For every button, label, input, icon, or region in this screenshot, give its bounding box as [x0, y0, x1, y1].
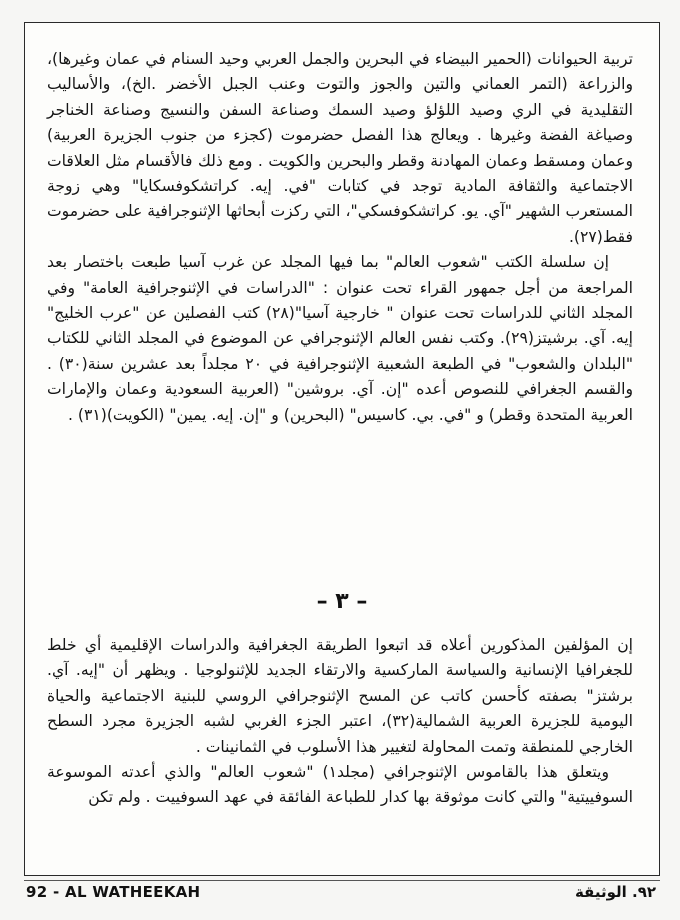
- page-frame: [24, 22, 660, 876]
- paragraph-1: تربية الحيوانات (الحمير البيضاء في البحرين والجمل العربي وحيد السنام في عمان وغيرها)، والزراعة (التمر العماني والتين والجوز والتوت وعنب الجبل الأخضر .الخ)، والأساليب التقليدية في الري وصيد اللؤلؤ وصيد السمك وصناعة السفن والنسيج وصناعة الخناجر وصياغة الفضة وغيرها . ويعالج هذا الفصل حضرموت (كجزء من جنوب الجزيرة العربية) وعمان ومسقط وعمان المهادنة وقطر والبحرين والكويت . ومع ذلك فالأقسام مثل العلاقات الاجتماعية والثقافة المادية توجد في كتابات "في. إيه. كراتشكوفسكايا" وهي زوجة المستعرب الشهير "آي. يو. كراتشكوفسكي"، التي ركزت أبحاثها الإثنوجرافية على حضرموت فقط(٢٧).: [47, 50, 633, 246]
- paragraph-4: ويتعلق هذا بالقاموس الإثنوجرافي (مجلد١) "شعوب العالم" والذي أعدته الموسوعة السوفييتية" والتي كانت موثوقة بها كدار للطباعة الفائقة في عهد السوفييت . ولم تكن: [47, 763, 633, 807]
- text-block-bottom: [47, 633, 633, 811]
- page-footer: [24, 880, 660, 907]
- paragraph-3: إن المؤلفين المذكورين أعلاه قد اتبعوا الطريقة الجغرافية والدراسات الإقليمية أي خلط للجغرافيا الإنسانية والسياسة الماركسية والارتقاء الجديد للإثنولوجيا . ويظهر أن "إيه. آي. برشتز" بصفته كأحسن كاتب عن المسح الإثنوجرافي الروسي للبنية الاجتماعية والحياة اليومية للجزيرة العربية الشمالية(٣٢)، اعتبر الجزء الغربي لشبه الجزيرة مجرد السطح الخارجي للمنطقة وتمت المحاولة لتغيير هذا الأسلوب في الثمانينات .: [47, 636, 633, 756]
- paragraph-2: إن سلسلة الكتب "شعوب العالم" بما فيها المجلد عن غرب آسيا طبعت باختصار بعد المراجعة من أجل جمهور القراء تحت عنوان : "الدراسات في الإثنوجرافية العامة" وفي المجلد الثاني للدراسات تحت عنوان " خارجية آسيا"(٢٨) كتب الفصلين عن "عرب الخليج" إيه. آي. برشيتز(٢٩). وكتب نفس العالم الإثنوجرافي عن الموضوع في المجلد الثاني للكتاب "البلدان والشعوب" في الطبعة الشعبية الإثنوجرافية في ٢٠ مجلداً بعد عشرين سنة(٣٠) . والقسم الجغرافي للنصوص أعده "إن. آي. بروشين" (العربية السعودية وعمان والإمارات العربية المتحدة وقطر) و "في. بي. كاسيس" (البحرين) و "إن. إيه. يمين" (الكويت)(٣١) .: [47, 253, 634, 424]
- section-number: – ٣ –: [316, 589, 368, 614]
- footer-page-label-arabic: ٩٢. الوثيقة: [574, 883, 656, 901]
- text-block-top: [47, 47, 633, 428]
- footer-page-label-latin: 92 - AL WATHEEKAH: [26, 883, 201, 901]
